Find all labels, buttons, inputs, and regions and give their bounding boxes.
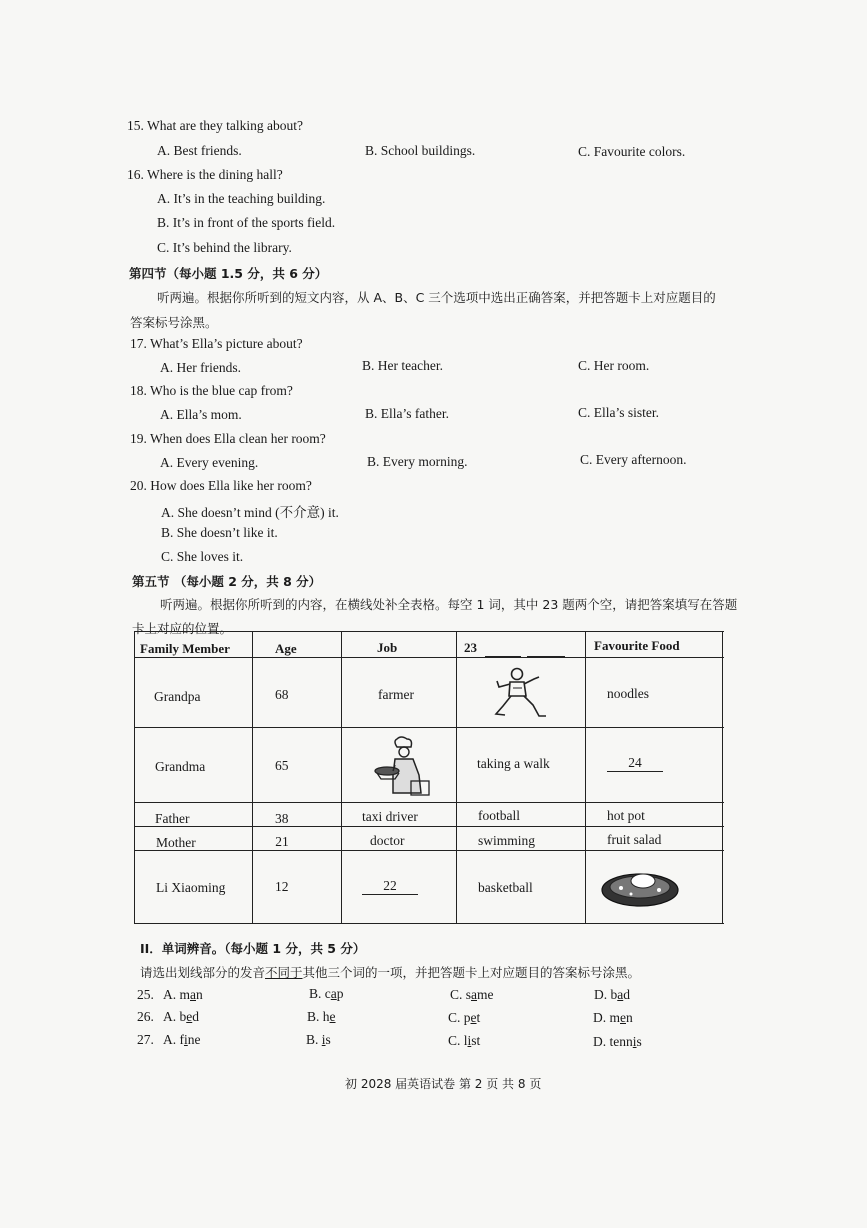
blank-21: 21 xyxy=(261,834,303,851)
food-plate-icon xyxy=(599,860,681,910)
cell-hobby: taking a walk xyxy=(477,756,550,771)
part2-title: II．单词辨音。（每小题 1 分，共 5 分） xyxy=(140,941,366,956)
chef-figure-icon xyxy=(371,735,433,797)
header-favourite-food: Favourite Food xyxy=(594,638,680,653)
option-26d: D. men xyxy=(593,1010,633,1025)
cell-age: 12 xyxy=(275,879,289,894)
question-17: 17. What’s Ella’s picture about? xyxy=(130,336,303,351)
option-19b: B. Every morning. xyxy=(367,454,468,469)
option-26b: B. he xyxy=(307,1009,336,1024)
option-27c: C. list xyxy=(448,1033,481,1048)
blank-23b xyxy=(527,640,565,657)
cell-member: Father xyxy=(155,811,190,826)
option-15b: B. School buildings. xyxy=(365,143,476,158)
part2-instruction: 请选出划线部分的发音不同于其他三个词的一项，并把答题卡上对应题目的答案标号涂黑。 xyxy=(140,965,641,980)
cell-hobby: basketball xyxy=(478,880,533,895)
option-26a: A. bed xyxy=(163,1009,199,1024)
header-blank-23 xyxy=(464,640,565,657)
cell-hobby: football xyxy=(478,808,520,823)
cell-age: 38 xyxy=(275,811,289,826)
emphasis-text: 不同于 xyxy=(265,965,303,980)
cell-job-blank-22 xyxy=(362,878,418,895)
section5-instruction-1: 听两遍。根据你所听到的内容，在横线处补全表格。每空 1 词，其中 23 题两个空，请把答案填写在答题 xyxy=(160,597,738,612)
question-20: 20. How does Ella like her room? xyxy=(130,478,312,493)
blank-23a xyxy=(485,640,521,657)
option-18b: B. Ella’s father. xyxy=(365,406,449,421)
section4-instruction-1: 听两遍。根据你所听到的短文内容，从 A、B、C 三个选项中选出正确答案，并把答题卡上对应题目的 xyxy=(157,290,716,305)
page-footer: 初 2028 届英语试卷 第 2 页 共 8 页 xyxy=(345,1077,542,1091)
family-table xyxy=(134,631,724,924)
option-15a: A. Best friends. xyxy=(157,143,242,158)
option-16b: B. It’s in front of the sports field. xyxy=(157,215,336,230)
option-16a: A. It’s in the teaching building. xyxy=(157,191,326,206)
header-family-member: Family Member xyxy=(140,641,230,656)
section4-title: 第四节（每小题 1.5 分，共 6 分） xyxy=(129,266,328,281)
cell-job: farmer xyxy=(378,687,414,702)
question-15: 15. What are they talking about? xyxy=(127,118,303,133)
cell-food: hot pot xyxy=(607,808,645,823)
cell-member: Mother xyxy=(156,835,196,850)
option-18c: C. Ella’s sister. xyxy=(578,405,659,420)
option-20a: A. She doesn’t mind (不介意) it. xyxy=(161,505,339,520)
question-19: 19. When does Ella clean her room? xyxy=(130,431,326,446)
option-25d: D. bad xyxy=(594,987,630,1002)
option-17a: A. Her friends. xyxy=(160,360,241,375)
option-27b: B. is xyxy=(306,1032,331,1047)
option-15c: C. Favourite colors. xyxy=(578,144,686,159)
option-20c: C. She loves it. xyxy=(161,549,244,564)
option-27a: A. fine xyxy=(163,1032,201,1047)
cell-age: 65 xyxy=(275,758,289,773)
question-25 xyxy=(137,987,154,1003)
header-23-number: 23 xyxy=(464,640,477,655)
option-26c: C. pet xyxy=(448,1010,481,1025)
cell-job: taxi driver xyxy=(362,809,418,824)
cell-food: noodles xyxy=(607,686,649,701)
question-number: 26. xyxy=(137,1009,154,1024)
option-25a: A. man xyxy=(163,987,203,1002)
martial-arts-figure-icon xyxy=(491,665,547,719)
question-number: 27. xyxy=(137,1032,154,1047)
header-job: Job xyxy=(377,640,398,655)
cell-age: 68 xyxy=(275,687,289,702)
option-16c: C. It’s behind the library. xyxy=(157,240,292,255)
option-25c: C. same xyxy=(450,987,494,1002)
option-27d: D. tennis xyxy=(593,1034,642,1049)
question-26 xyxy=(137,1009,154,1025)
cell-member: Grandma xyxy=(155,759,206,774)
option-18a: A. Ella’s mom. xyxy=(160,407,242,422)
option-25b: B. cap xyxy=(309,986,344,1001)
header-age: Age xyxy=(275,641,297,656)
option-19a: A. Every evening. xyxy=(160,455,259,470)
blank-24: 24 xyxy=(607,755,663,772)
option-19c: C. Every afternoon. xyxy=(580,452,687,467)
cell-food: fruit salad xyxy=(607,832,662,847)
blank-22: 22 xyxy=(362,878,418,895)
option-20b: B. She doesn’t like it. xyxy=(161,525,278,540)
section5-title: 第五节 （每小题 2 分，共 8 分） xyxy=(132,574,322,589)
cell-food-blank-24 xyxy=(607,755,663,772)
cell-member: Li Xiaoming xyxy=(156,880,226,895)
cell-age-blank-21 xyxy=(261,834,303,851)
option-17c: C. Her room. xyxy=(578,358,650,373)
question-16: 16. Where is the dining hall? xyxy=(127,167,283,182)
cell-job: doctor xyxy=(370,833,405,848)
section4-instruction-2: 答案标号涂黑。 xyxy=(130,315,218,330)
cell-member: Grandpa xyxy=(154,689,201,704)
question-18: 18. Who is the blue cap from? xyxy=(130,383,293,398)
question-number: 25. xyxy=(137,987,154,1002)
cell-hobby: swimming xyxy=(478,833,536,848)
option-17b: B. Her teacher. xyxy=(362,358,443,373)
question-27 xyxy=(137,1032,154,1048)
section5-instruction-2: 卡上对应的位置。 xyxy=(132,621,233,636)
